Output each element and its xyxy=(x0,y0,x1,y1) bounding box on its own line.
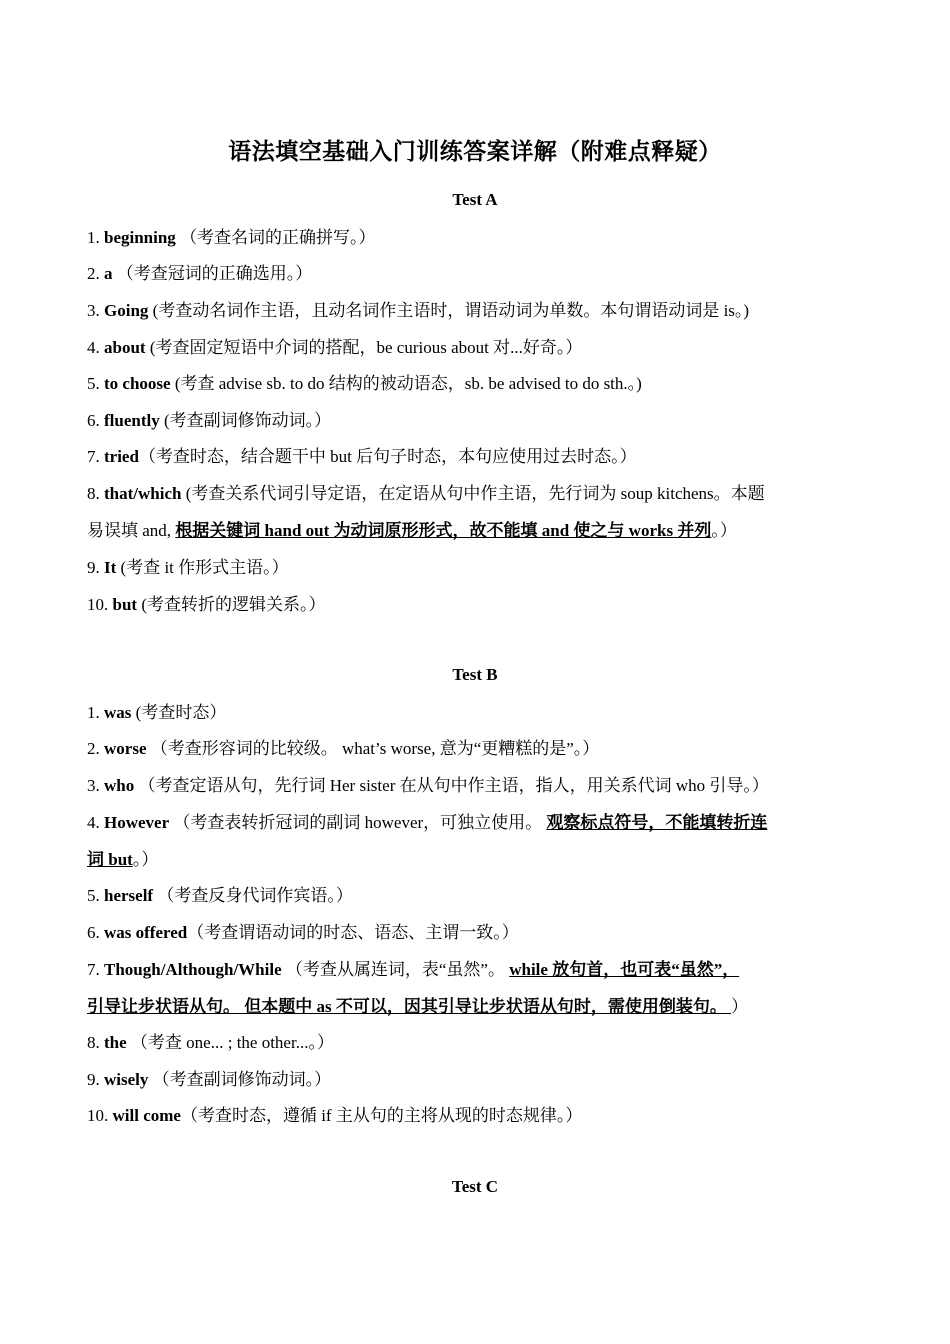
answer-item: 3. Going (考查动名词作主语，且动名词作主语时，谓语动词为单数。本句谓语动词是 is。) xyxy=(87,301,750,320)
key-point-note: 引导让步状语从句。 但本题中 as 不可以，因其引导让步状语从句时，需使用倒装句。 xyxy=(87,997,732,1016)
answer-item: 3. who （考查定语从句，先行词 Her sister 在从句中作主语，指人，用关系代词 who 引导。） xyxy=(87,776,769,795)
answer-item: 9. It (考查 it 作形式主语。） xyxy=(87,558,289,577)
answer-item: 4. However （考查表转折冠词的副词 however，可独立使用。 观察标点符号，不能填转折连 xyxy=(87,813,768,832)
answer-item: 2. worse （考查形容词的比较级。 what’s worse, 意为“更糟糕的是”。） xyxy=(87,739,600,758)
answer-item: 4. about (考查固定短语中介词的搭配，be curious about 对...好奇。） xyxy=(87,338,583,357)
answer-item-continuation: 易误填 and, 根据关键词 hand out 为动词原形形式，故不能填 and 使之与 works 并列。） xyxy=(87,521,737,540)
key-point-note: 根据关键词 hand out 为动词原形形式，故不能填 and 使之与 works 并列 xyxy=(175,521,712,540)
section-heading-test-b: Test B xyxy=(452,665,498,684)
key-point-note: while 放句首，也可表“虽然”， xyxy=(509,960,740,979)
answer-item-continuation: 词 but。） xyxy=(87,850,159,869)
answer-item: 1. beginning （考查名词的正确拼写。） xyxy=(87,228,376,247)
answer-item: 7. Though/Although/While （考查从属连词，表“虽然”。 while 放句首，也可表“虽然”， xyxy=(87,960,740,979)
answer-item: 7. tried（考查时态，结合题干中 but 后句子时态，本句应使用过去时态。） xyxy=(87,447,637,466)
key-point-note: 观察标点符号，不能填转折连 xyxy=(546,813,768,832)
page-title: 语法填空基础入门训练答案详解（附难点释疑） xyxy=(228,139,722,164)
answer-item: 8. the （考查 one... ; the other...。） xyxy=(87,1033,334,1052)
answer-item: 5. herself （考查反身代词作宾语。） xyxy=(87,886,353,905)
answer-item: 1. was (考查时态） xyxy=(87,703,227,722)
key-point-note: 词 but xyxy=(87,850,133,869)
answer-item: 5. to choose (考查 advise sb. to do 结构的被动语态，sb. be advised to do sth.。) xyxy=(87,374,642,393)
answer-item-continuation: 引导让步状语从句。 但本题中 as 不可以，因其引导让步状语从句时，需使用倒装句。 ） xyxy=(87,997,749,1016)
answer-item: 2. a （考查冠词的正确选用。） xyxy=(87,264,313,283)
answer-item: 10. but (考查转折的逻辑关系。） xyxy=(87,595,326,614)
answer-item: 9. wisely （考查副词修饰动词。） xyxy=(87,1070,332,1089)
section-heading-test-a: Test A xyxy=(452,190,498,209)
section-heading-test-c: Test C xyxy=(451,1177,499,1196)
answer-item: 6. fluently (考查副词修饰动词。） xyxy=(87,411,332,430)
answer-item: 6. was offered（考查谓语动词的时态、语态、主谓一致。） xyxy=(87,923,519,942)
answer-item: 8. that/which (考查关系代词引导定语，在定语从句中作主语，先行词为 soup kitchens。本题 xyxy=(87,484,765,503)
answer-item: 10. will come（考查时态，遵循 if 主从句的主将从现的时态规律。） xyxy=(87,1106,583,1125)
